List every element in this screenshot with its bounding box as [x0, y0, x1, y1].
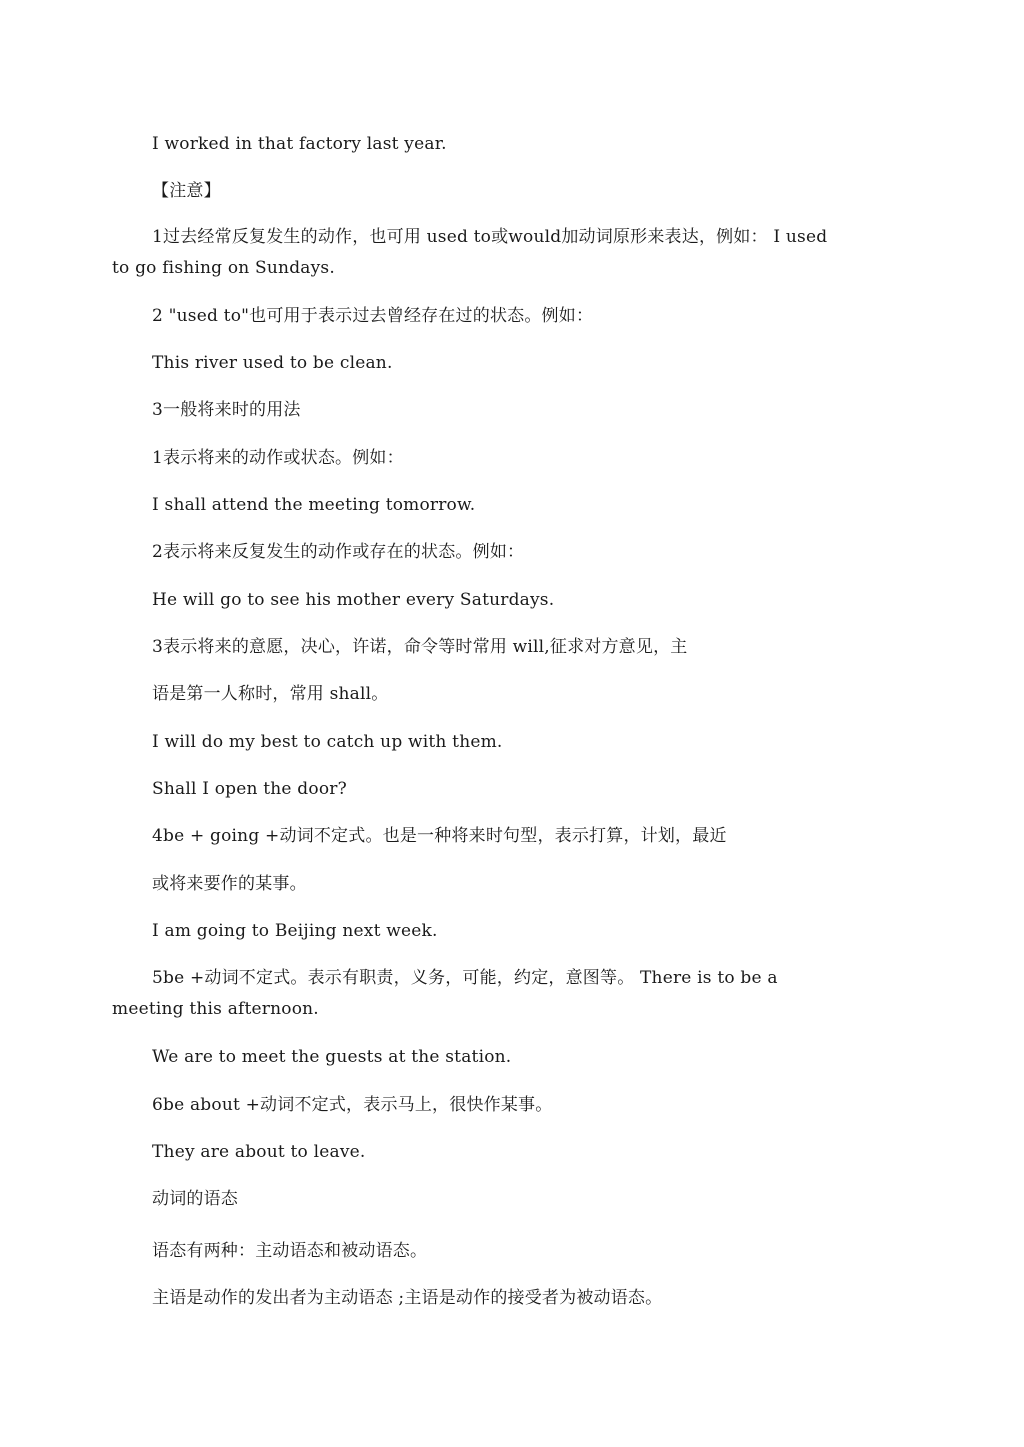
rule-item: 1表示将来的动作或状态。例如：: [152, 448, 404, 468]
example-sentence: He will go to see his mother every Saturdays.: [152, 590, 555, 610]
example-sentence: Shall I open the door?: [152, 779, 347, 799]
example-sentence: I am going to Beijing next week.: [152, 921, 438, 941]
rule-item: 语态有两种：主动语态和被动语态。: [152, 1241, 428, 1261]
example-sentence: We are to meet the guests at the station.: [152, 1047, 512, 1067]
rule-item: 2表示将来反复发生的动作或存在的状态。例如：: [152, 542, 525, 562]
rule-item-continued: 或将来要作的某事。: [152, 874, 307, 894]
example-sentence: This river used to be clean.: [152, 353, 393, 373]
example-sentence: I worked in that factory last year.: [152, 134, 447, 154]
rule-item: 主语是动作的发出者为主动语态 ;主语是动作的接受者为被动语态。: [152, 1288, 663, 1308]
example-sentence: They are about to leave.: [152, 1142, 366, 1162]
paragraph-used-to-would: [112, 222, 892, 284]
paragraph-line: 1过去经常反复发生的动作，也可用 used to或would加动词原形来表达，例如： I used: [152, 227, 828, 247]
paragraph-line: meeting this afternoon.: [112, 999, 319, 1019]
example-sentence: I will do my best to catch up with them.: [152, 732, 503, 752]
rule-item-continued: 语是第一人称时，常用 shall。: [152, 684, 389, 704]
rule-item: 6be about +动词不定式，表示马上，很快作某事。: [152, 1095, 553, 1115]
note-heading: 【注意】: [152, 181, 221, 201]
rule-item: 3表示将来的意愿，决心，许诺，命令等时常用 will,征求对方意见，主: [152, 637, 688, 657]
paragraph-used-to-state: 2 "used to"也可用于表示过去曾经存在过的状态。例如：: [152, 306, 594, 326]
paragraph-be-to: [112, 963, 892, 1025]
paragraph-line: 5be +动词不定式。表示有职责，义务，可能，约定，意图等。 There is to be a: [152, 968, 778, 988]
section-heading-voice: 动词的语态: [152, 1189, 238, 1209]
rule-item: 4be + going +动词不定式。也是一种将来时句型，表示打算，计划，最近: [152, 826, 727, 846]
example-sentence: I shall attend the meeting tomorrow.: [152, 495, 476, 515]
paragraph-line: to go fishing on Sundays.: [112, 258, 335, 278]
section-heading-future-tense: 3一般将来时的用法: [152, 400, 301, 420]
